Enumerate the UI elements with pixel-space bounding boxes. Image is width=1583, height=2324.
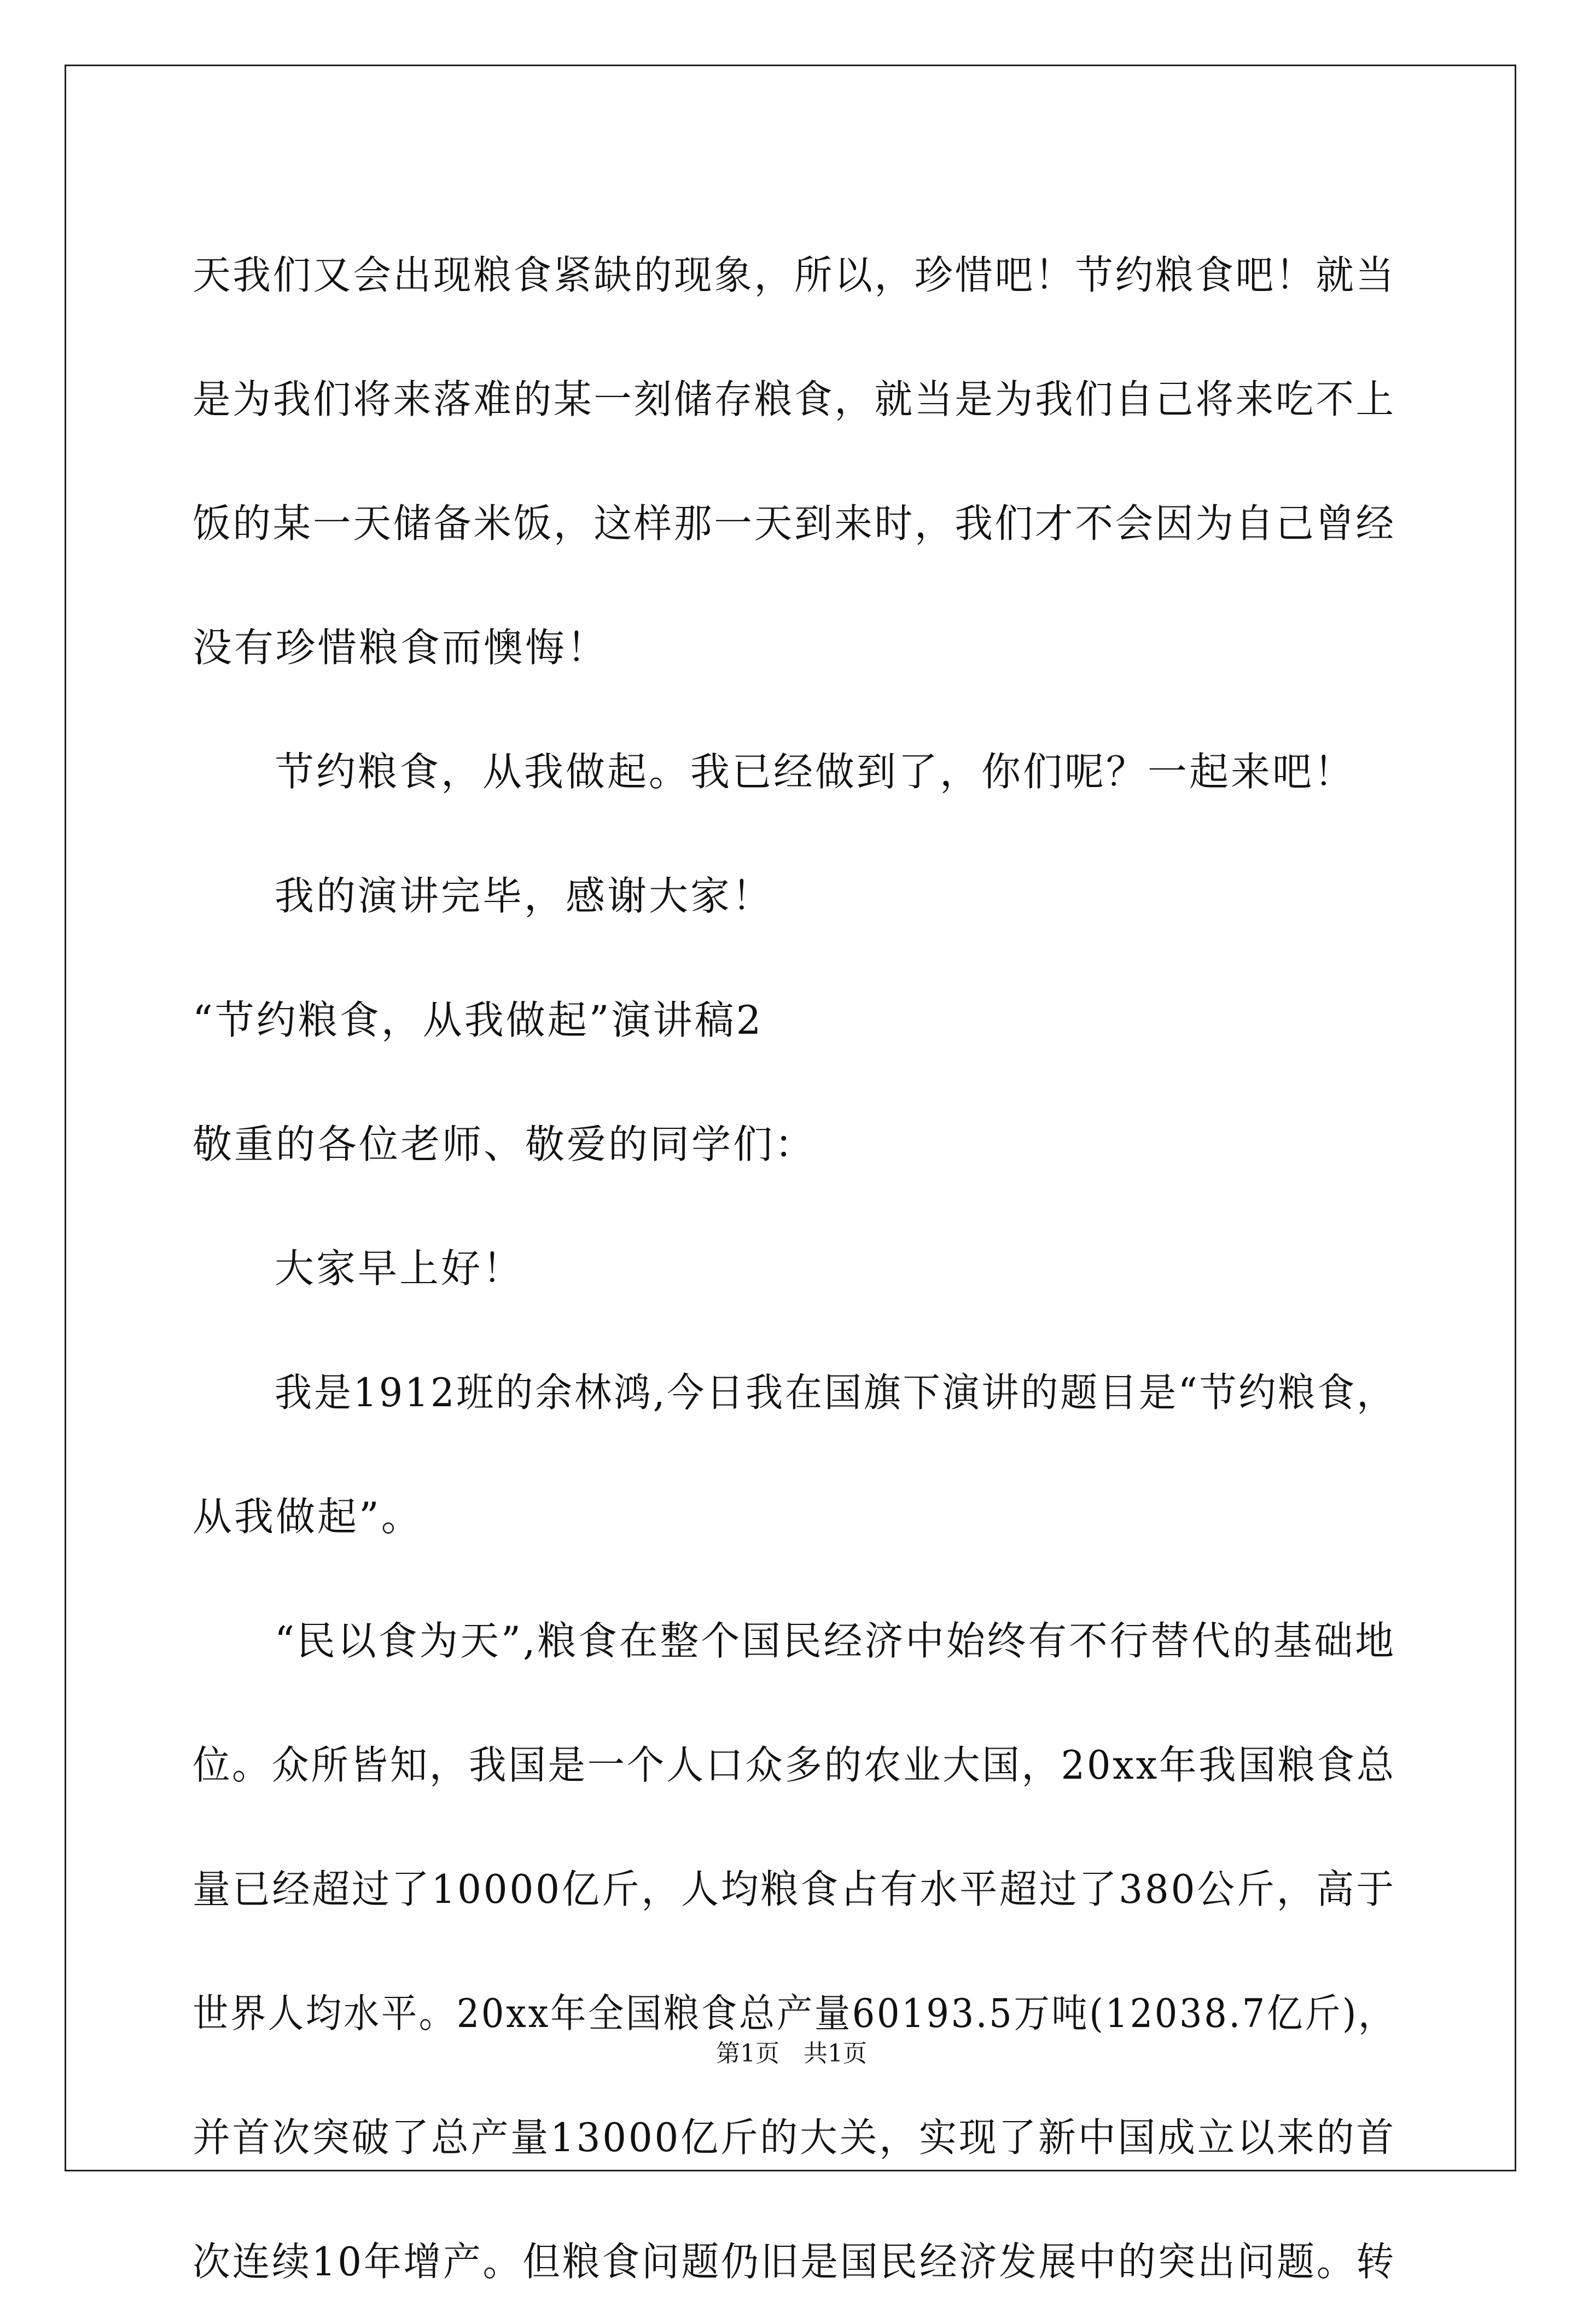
- text-line: [193, 1703, 1396, 1827]
- line-text: 敬重的各位老师、敬爱的同学们：: [193, 1121, 817, 1167]
- section-heading: [193, 958, 1396, 1082]
- line-text: 大家早上好！: [275, 1245, 525, 1291]
- line-text: 我的演讲完毕，感谢大家！: [275, 873, 774, 919]
- page-total: 共1页: [804, 2040, 867, 2067]
- text-line: [193, 710, 1396, 834]
- text-line: [193, 586, 1396, 710]
- text-line: [193, 834, 1396, 958]
- text-line: [193, 2076, 1396, 2200]
- line-text: 世界人均水平。20xx年全国粮食总产量60193.5万吨(12038.7亿斤)，: [193, 1990, 1396, 2036]
- text-line: [193, 337, 1396, 462]
- line-text: 并首次突破了总产量13000亿斤的大关，实现了新中国成立以来的首: [193, 2115, 1396, 2160]
- page-footer: [0, 2034, 1583, 2069]
- line-text: 节约粮食，从我做起。我已经做到了，你们呢？一起来吧！: [275, 749, 1356, 795]
- salutation-line: [193, 1082, 1396, 1207]
- text-line: [193, 462, 1396, 586]
- text-line: [193, 1455, 1396, 1579]
- line-text: 天我们又会出现粮食紧缺的现象，所以，珍惜吧！节约粮食吧！就当: [193, 252, 1396, 298]
- text-line: [193, 1579, 1396, 1703]
- text-line: [193, 1331, 1396, 1455]
- line-text: 次连续10年增产。但粮食问题仍旧是国民经济发展中的突出问题。转: [193, 2239, 1396, 2285]
- document-body: [193, 213, 1396, 2324]
- text-line: [193, 2200, 1396, 2324]
- heading-text: “节约粮食，从我做起”演讲稿2: [193, 997, 764, 1043]
- line-text: 饭的某一天储备米饭，这样那一天到来时，我们才不会因为自己曾经: [193, 500, 1396, 546]
- line-text: 是为我们将来落难的某一刻储存粮食，就当是为我们自己将来吃不上: [193, 376, 1396, 422]
- line-text: 从我做起”。: [193, 1494, 423, 1540]
- page-number: 第1页: [716, 2040, 779, 2067]
- text-line: [193, 1207, 1396, 1331]
- line-text: 位。众所皆知，我国是一个人口众多的农业大国，20xx年我国粮食总: [193, 1742, 1396, 1788]
- line-text: “民以食为天”,粮食在整个国民经济中始终有不行替代的基础地: [275, 1618, 1396, 1664]
- line-text: 量已经超过了10000亿斤，人均粮食占有水平超过了380公斤，高于: [193, 1866, 1396, 1912]
- line-text: 没有珍惜粮食而懊悔！: [193, 625, 609, 671]
- text-line: [193, 1827, 1396, 1952]
- line-text: 我是1912班的余林鸿,今日我在国旗下演讲的题目是“节约粮食，: [275, 1370, 1396, 1416]
- text-line: [193, 213, 1396, 337]
